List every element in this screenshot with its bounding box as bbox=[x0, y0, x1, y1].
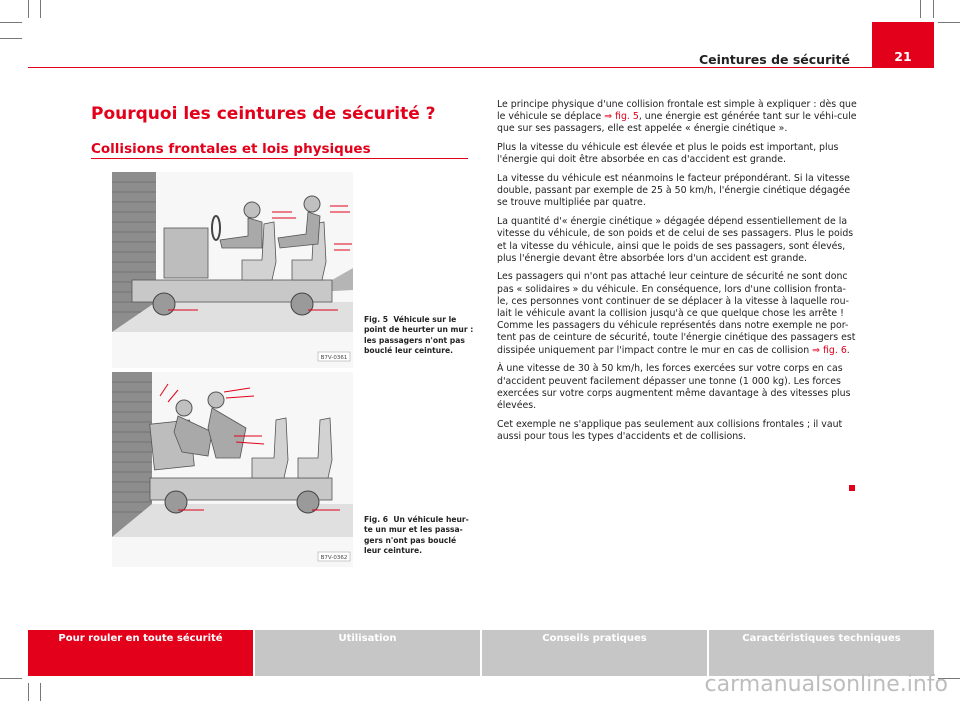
crop-mark bbox=[0, 678, 22, 679]
figure-5-caption-text: Véhicule sur le point de heurter un mur : les passagers n'ont pas bouclé leur ceinture. bbox=[364, 315, 474, 355]
figure-6-caption-label: Fig. 6 bbox=[364, 515, 389, 524]
figure-5-caption-label: Fig. 5 bbox=[364, 315, 389, 324]
figure-5-caption bbox=[364, 315, 474, 356]
footer-tab-usage[interactable]: Utilisation bbox=[255, 630, 482, 676]
paragraph: Les passagers qui n'ont pas attaché leur ceinture de sécurité ne sont donc pas « solidaires » du véhicule. En conséquence, lors d'une collision fronta-le, ces personnes vont continuer de se déplacer à la vitesse à laquelle rou-lait le véhicule avant la collision jusqu'à ce que quelque chose les arrête ! Comme les passagers du véhicule représentés dans notre exemple ne por-tent pas de ceinture de sécurité, toute l'énergie cinétique des passagers est dissipée uniquement par l'impact contre le mur en cas de collision ⇒ fig. 6. bbox=[497, 271, 856, 356]
figure-6-caption-text: Un véhicule heur-te un mur et les passa-gers n'ont pas bouclé leur ceinture. bbox=[364, 515, 469, 555]
crop-mark bbox=[40, 0, 41, 18]
paragraph: Le principe physique d'une collision frontale est simple à expliquer : dès que le véhicule se déplace ⇒ fig. 5, une énergie est générée tant sur le véhi-cule que sur ses passagers, elle est appelée « énergie cinétique ». bbox=[497, 99, 857, 135]
paragraph: À une vitesse de 30 à 50 km/h, les forces exercées sur votre corps en cas d'accident peuvent facilement dépasser une tonne (1 000 kg). Les forces exercées sur votre corps augmentent même davantage à des vitesses plus élevées. bbox=[497, 363, 851, 411]
section-title: Pourquoi les ceintures de sécurité ? bbox=[91, 104, 436, 124]
figure-6-link[interactable]: ⇒ fig. 6 bbox=[812, 344, 847, 356]
paragraph: La quantité d'« énergie cinétique » dégagée dépend essentiellement de la vitesse du véhicule, de son poids et de celui de ses passagers. Plus le poids et la vitesse du véhicule, ainsi que le poids de ses passagers, sont élevés, plus l'énergie devant être absorbée lors d'un accident est grande. bbox=[497, 216, 854, 264]
page-number-badge bbox=[872, 22, 934, 68]
footer-nav bbox=[28, 630, 934, 676]
page-number: 21 bbox=[894, 49, 912, 64]
crop-mark bbox=[28, 683, 29, 701]
paragraph: La vitesse du véhicule est néanmoins le facteur prépondérant. Si la vitesse double, passant par exemple de 25 à 50 km/h, l'énergie cinétique dégagée se trouve multipliée par quatre. bbox=[497, 173, 851, 209]
paragraph: Plus la vitesse du véhicule est élevée et plus le poids est important, plus l'énergie qui doit être absorbée en cas d'accident est grande. bbox=[497, 142, 839, 166]
crop-mark bbox=[0, 22, 22, 23]
crop-mark bbox=[0, 38, 22, 39]
figure-code: B7V-0361 bbox=[320, 355, 348, 361]
crop-mark bbox=[938, 22, 960, 23]
crop-mark bbox=[933, 0, 934, 18]
body-text bbox=[497, 99, 857, 450]
figure-6-illustration bbox=[112, 372, 353, 567]
figure-6-caption bbox=[364, 515, 474, 556]
subsection-title: Collisions frontales et lois physiques bbox=[91, 141, 371, 157]
header-rule bbox=[28, 67, 934, 68]
footer-tab-practical-tips[interactable]: Conseils pratiques bbox=[482, 630, 709, 676]
crop-mark bbox=[920, 0, 921, 18]
crop-mark bbox=[40, 683, 41, 701]
figure-code: B7V-0362 bbox=[320, 555, 348, 561]
running-header: Ceintures de sécurité bbox=[698, 52, 850, 67]
figure-5-link[interactable]: ⇒ fig. 5 bbox=[604, 111, 639, 123]
watermark: carmanualsonline.info bbox=[704, 672, 948, 697]
footer-tab-safety[interactable]: Pour rouler en toute sécurité bbox=[28, 630, 255, 676]
paragraph: Cet exemple ne s'applique pas seulement aux collisions frontales ; il vaut aussi pour tous les types d'accidents et de collisions. bbox=[497, 418, 843, 442]
subsection-rule bbox=[91, 158, 468, 159]
footer-tab-technical-specs[interactable]: Caractéristiques techniques bbox=[709, 630, 934, 676]
crop-mark bbox=[28, 0, 29, 18]
figure-5-illustration bbox=[112, 172, 353, 368]
end-of-section-mark bbox=[849, 485, 855, 491]
